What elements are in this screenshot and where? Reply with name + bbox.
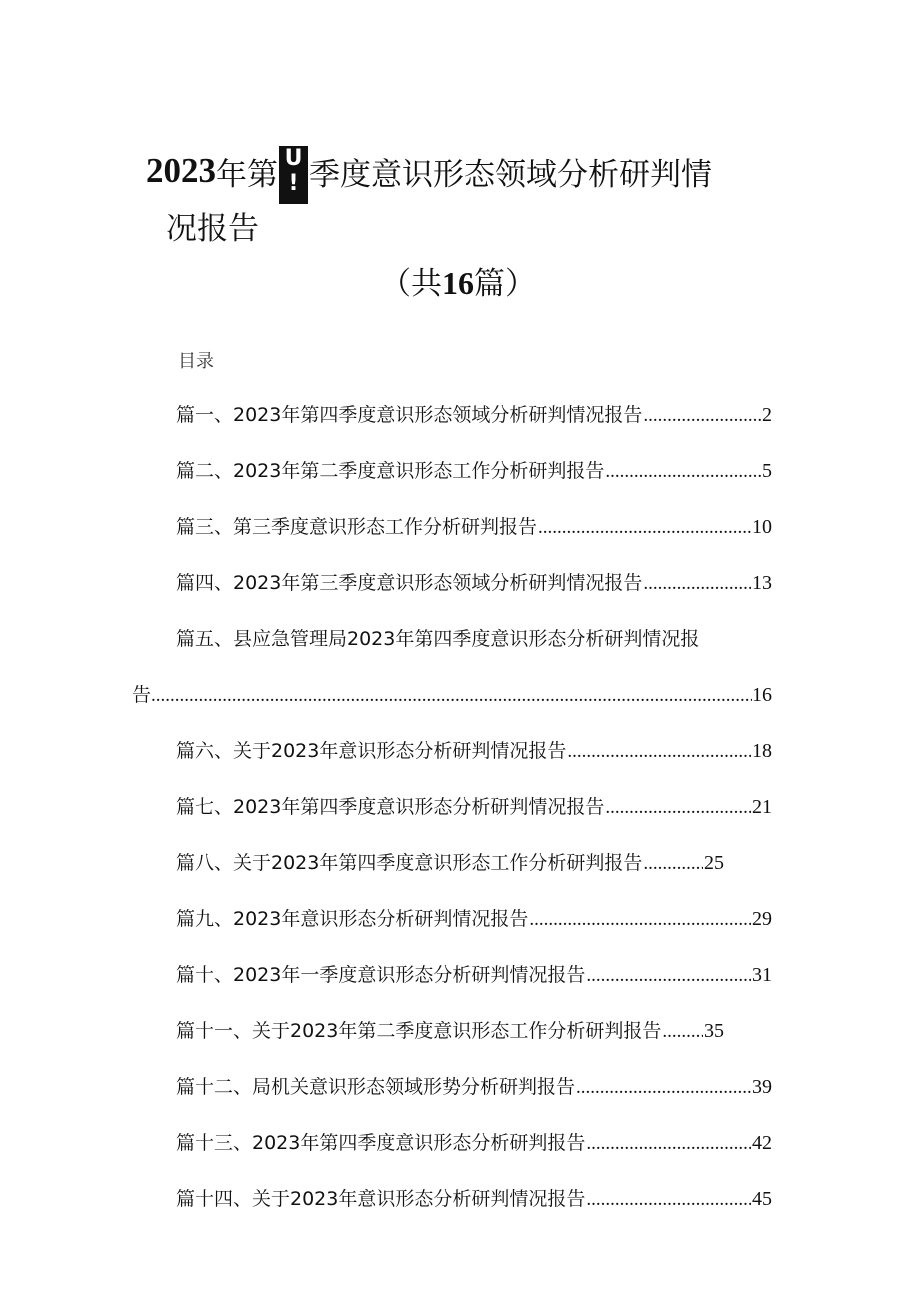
- toc-entry-page: 5: [762, 460, 772, 482]
- subtitle-open: （共: [380, 266, 442, 302]
- title-text-after-marker: 季度意识形态领域分析研判情: [309, 156, 712, 193]
- toc-entry-label: 篇七、2023年第四季度意识形态分析研判情况报告: [176, 796, 605, 818]
- toc-entry[interactable]: [176, 1016, 724, 1046]
- toc-entry-label: 篇四、2023年第三季度意识形态领域分析研判情况报告: [176, 572, 643, 594]
- toc-entry[interactable]: [176, 736, 772, 766]
- subtitle-close: 篇）: [474, 266, 536, 302]
- toc-entry[interactable]: [176, 792, 772, 822]
- toc-entry-label: 篇二、2023年第二季度意识形态工作分析研判报告: [176, 460, 605, 482]
- document-title-line-1: [146, 148, 712, 194]
- toc-leader: [586, 1133, 751, 1155]
- toc-entry[interactable]: [176, 1184, 772, 1214]
- title-year: 2023: [146, 151, 216, 190]
- toc-entry-page: 25: [704, 852, 724, 874]
- subtitle-count: 16: [442, 265, 474, 301]
- toc-leader: [576, 1077, 751, 1099]
- toc-entry-label: 篇六、关于2023年意识形态分析研判情况报告: [176, 740, 567, 762]
- toc-leader: [643, 573, 751, 595]
- toc-entry[interactable]: [176, 456, 772, 486]
- toc-entry-label: 篇九、2023年意识形态分析研判情况报告: [176, 908, 529, 930]
- toc-entry-page: 42: [752, 1132, 772, 1154]
- toc-entry-page: 21: [752, 796, 772, 818]
- document-subtitle: [380, 258, 560, 303]
- toc-leader: [662, 1021, 703, 1043]
- toc-leader: [605, 797, 751, 819]
- toc-entry[interactable]: [176, 400, 772, 430]
- toc-entry-page: 39: [752, 1076, 772, 1098]
- toc-entry[interactable]: [176, 568, 772, 598]
- toc-entry-page: 16: [752, 684, 772, 706]
- toc-entry-page: 13: [752, 572, 772, 594]
- toc-heading: 目录: [178, 351, 214, 372]
- toc-entry[interactable]: [176, 1128, 772, 1158]
- toc-entry-label: 篇十四、关于2023年意识形态分析研判情况报告: [176, 1188, 586, 1210]
- toc-entry-page: 31: [752, 964, 772, 986]
- toc-entry-page: 29: [752, 908, 772, 930]
- toc-entry-label: 篇一、2023年第四季度意识形态领域分析研判情况报告: [176, 404, 643, 426]
- toc-entry-page: 2: [762, 404, 772, 426]
- toc-leader: [529, 909, 751, 931]
- toc-entry-label: 篇三、第三季度意识形态工作分析研判报告: [176, 516, 538, 538]
- title-text-before-marker: 年第: [216, 156, 278, 193]
- toc-entry[interactable]: [176, 904, 772, 934]
- toc-entry[interactable]: [176, 960, 772, 990]
- toc-leader: [586, 965, 751, 987]
- toc-leader: [567, 741, 751, 763]
- toc-entry-label: 篇十二、局机关意识形态领域形势分析研判报告: [176, 1076, 576, 1098]
- toc-leader: [151, 685, 752, 707]
- toc-leader: [605, 461, 761, 483]
- toc-leader: [643, 853, 703, 875]
- toc-entry[interactable]: [176, 1072, 772, 1102]
- toc-entry-label: 篇八、关于2023年第四季度意识形态工作分析研判报告: [176, 852, 643, 874]
- toc-entry-page: 18: [752, 740, 772, 762]
- toc-entry-wrapped-line-2[interactable]: [132, 680, 772, 710]
- document-title-line-2: 况报告: [166, 211, 259, 247]
- toc-entry-label: 篇十三、2023年第四季度意识形态分析研判报告: [176, 1132, 586, 1154]
- toc-entry-label: 篇十、2023年一季度意识形态分析研判情况报告: [176, 964, 586, 986]
- toc-entry[interactable]: [176, 848, 724, 878]
- toc-leader: [538, 517, 751, 539]
- toc-entry-label: 篇十一、关于2023年第二季度意识形态工作分析研判报告: [176, 1020, 662, 1042]
- toc-entry[interactable]: [176, 512, 772, 542]
- toc-leader: [643, 405, 761, 427]
- toc-entry-page: 35: [704, 1020, 724, 1042]
- toc-entry-page: 10: [752, 516, 772, 538]
- title-redaction-marker: U !: [279, 146, 308, 204]
- toc-entry-wrapped-line-1[interactable]: 篇五、县应急管理局2023年第四季度意识形态分析研判情况报: [176, 628, 700, 650]
- toc-entry-page: 45: [752, 1188, 772, 1210]
- toc-leader: [586, 1189, 751, 1211]
- toc-entry-label: 告: [132, 684, 152, 706]
